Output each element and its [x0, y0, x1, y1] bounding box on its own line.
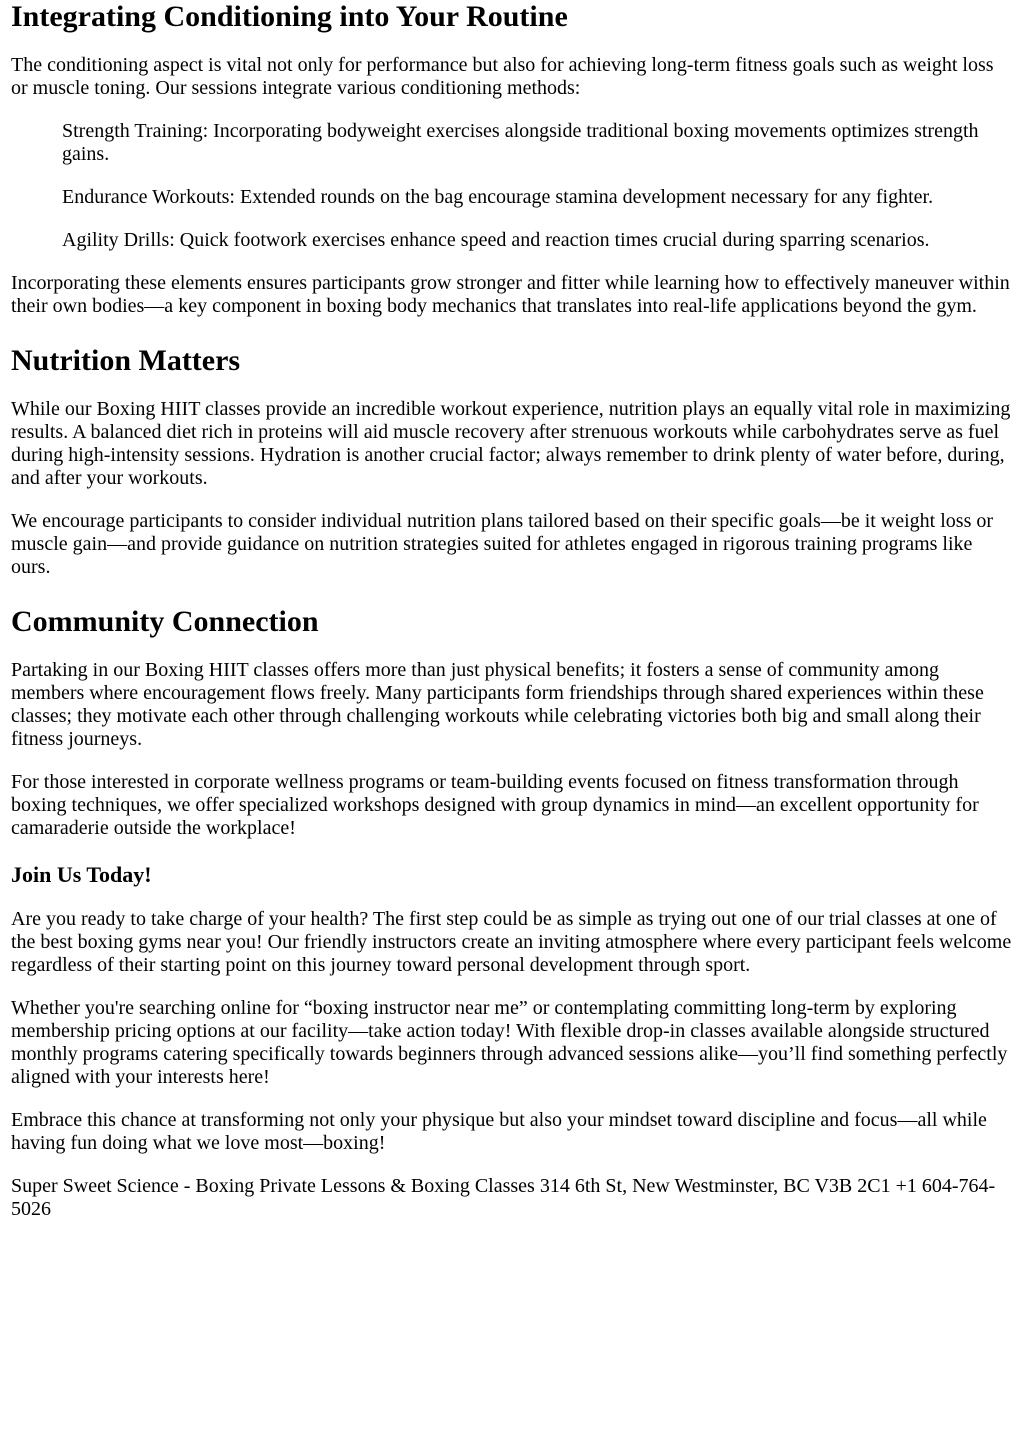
list-item: Endurance Workouts: Extended rounds on the bag encourage stamina development necessary for any fighter. [62, 186, 934, 208]
conditioning-intro: The conditioning aspect is vital not only for performance but also for achieving long-term fitness goals such as weight loss or muscle toning. Our sessions integrate various conditioning methods: [11, 54, 994, 99]
heading-nutrition: Nutrition Matters [11, 344, 241, 377]
conditioning-outro: Incorporating these elements ensures participants grow stronger and fitter while learning how to effectively maneuver within their own bodies—a key component in boxing body mechanics that translates into real-life applications beyond the gym. [11, 272, 1010, 317]
paragraph: We encourage participants to consider individual nutrition plans tailored based on their specific goals—be it weight loss or muscle gain—and provide guidance on nutrition strategies suited for athletes engaged in rigorous training programs like ours. [11, 510, 994, 578]
paragraph: Embrace this chance at transforming not only your physique but also your mindset toward discipline and focus—all while having fun doing what we love most—boxing! [11, 1109, 987, 1154]
list-item: Strength Training: Incorporating bodyweight exercises alongside traditional boxing movements optimizes strength gains. [62, 120, 979, 165]
business-contact: Super Sweet Science - Boxing Private Lessons & Boxing Classes 314 6th St, New Westminster, BC V3B 2C1 +1 604-764-5026 [11, 1175, 996, 1220]
paragraph: While our Boxing HIIT classes provide an incredible workout experience, nutrition plays an equally vital role in maximizing results. A balanced diet rich in proteins will aid muscle recovery after strenuous workouts while carbohydrates serve as fuel during high-intensity sessions. Hydration is another crucial factor; always remember to drink plenty of water before, during, and after your workouts. [11, 398, 1011, 489]
paragraph: Whether you're searching online for “boxing instructor near me” or contemplating committing long-term by exploring membership pricing options at our facility—take action today! With flexible drop-in classes available alongside structured monthly programs catering specifically towards beginners through advanced sessions alike—you’ll find something perfectly aligned with your interests here! [11, 997, 1008, 1088]
heading-conditioning: Integrating Conditioning into Your Routine [11, 0, 568, 33]
list-item: Agility Drills: Quick footwork exercises enhance speed and reaction times crucial during sparring scenarios. [62, 229, 930, 251]
heading-community: Community Connection [11, 605, 319, 638]
heading-join: Join Us Today! [11, 862, 152, 887]
paragraph: Partaking in our Boxing HIIT classes offers more than just physical benefits; it fosters a sense of community among members where encouragement flows freely. Many participants form friendships through shared experiences within these classes; they motivate each other through challenging workouts while celebrating victories both big and small along their fitness journeys. [11, 659, 984, 750]
paragraph: Are you ready to take charge of your health? The first step could be as simple as trying out one of our trial classes at one of the best boxing gyms near you! Our friendly instructors create an inviting atmosphere where every participant feels welcome regardless of their starting point on this journey toward personal development through sport. [11, 908, 1012, 976]
paragraph: For those interested in corporate wellness programs or team-building events focused on fitness transformation through boxing techniques, we offer specialized workshops designed with group dynamics in mind—an excellent opportunity for camaraderie outside the workplace! [11, 771, 979, 839]
